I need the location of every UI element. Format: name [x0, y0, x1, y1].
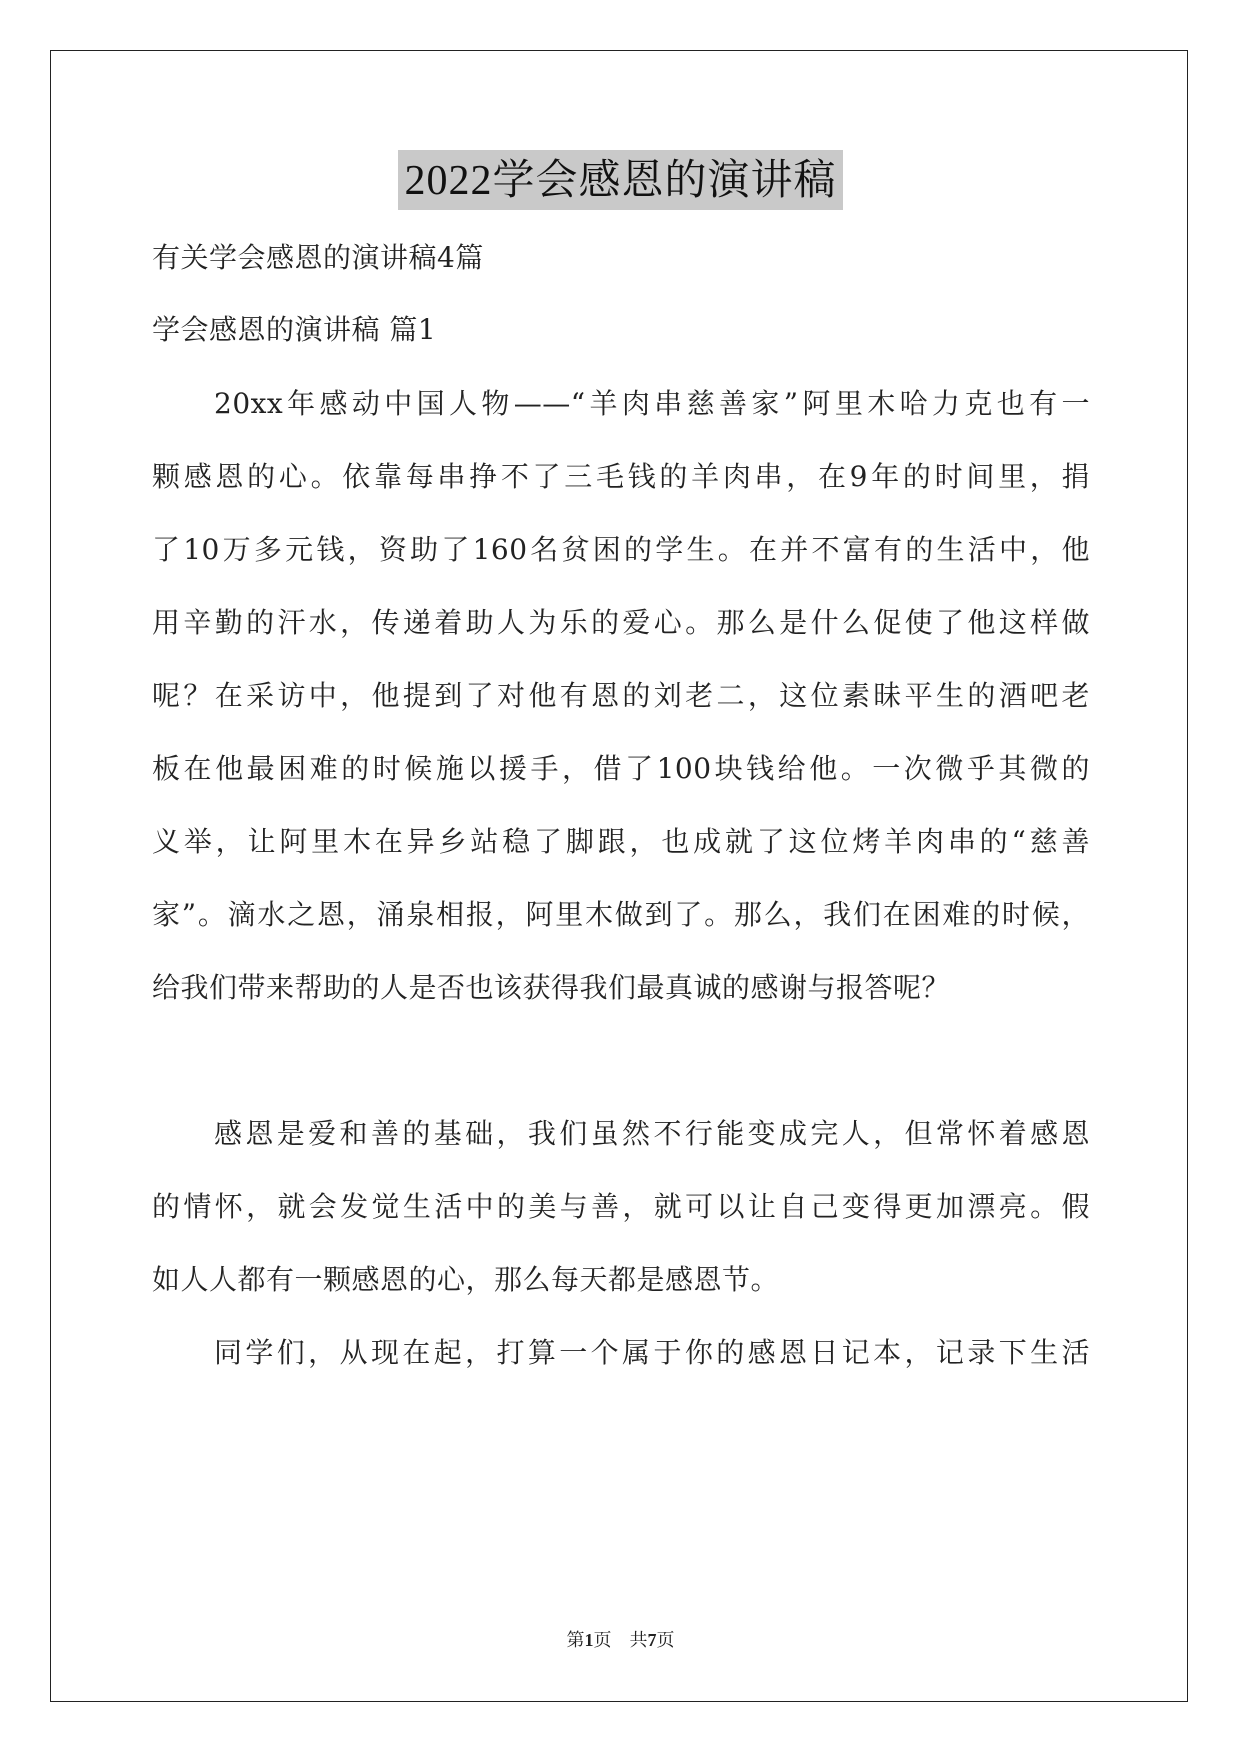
paragraph-line: 感恩是爱和善的基础，我们虽然不行能变成完人，但常怀着感恩	[214, 1117, 1090, 1150]
paragraph-line: 的情怀，就会发觉生活中的美与善，就可以让自己变得更加漂亮。假	[152, 1190, 1090, 1223]
paragraph-line: 了10万多元钱，资助了160名贫困的学生。在并不富有的生活中，他	[152, 533, 1090, 566]
paragraph-line: 20xx年感动中国人物——“羊肉串慈善家”阿里木哈力克也有一	[214, 387, 1090, 420]
footer-page-prefix: 第	[566, 1630, 585, 1650]
paragraph-line: 家”。滴水之恩，涌泉相报，阿里木做到了。那么，我们在困难的时候，	[152, 898, 1090, 931]
document-subtitle: 有关学会感恩的演讲稿4篇	[152, 241, 484, 274]
section-heading: 学会感恩的演讲稿 篇1	[152, 313, 437, 346]
footer-page-current: 1	[584, 1630, 594, 1650]
paragraph-line: 颗感恩的心。依靠每串挣不了三毛钱的羊肉串，在9年的时间里，捐	[152, 460, 1090, 493]
paragraph-line: 板在他最困难的时候施以援手，借了100块钱给他。一次微乎其微的	[152, 752, 1090, 785]
paragraph-line: 如人人都有一颗感恩的心，那么每天都是感恩节。	[152, 1263, 780, 1296]
paragraph-line: 给我们带来帮助的人是否也该获得我们最真诚的感谢与报答呢？	[152, 971, 951, 1004]
document-title: 2022学会感恩的演讲稿	[398, 150, 842, 210]
footer-page-total: 7	[647, 1630, 657, 1650]
footer-page-mid: 页 共	[593, 1630, 648, 1650]
page-footer	[0, 1626, 1241, 1652]
title-container	[0, 150, 1241, 210]
paragraph-line: 同学们，从现在起，打算一个属于你的感恩日记本，记录下生活	[214, 1336, 1090, 1369]
paragraph-line: 用辛勤的汗水，传递着助人为乐的爱心。那么是什么促使了他这样做	[152, 606, 1090, 639]
footer-page-suffix: 页	[656, 1630, 675, 1650]
paragraph-line: 义举，让阿里木在异乡站稳了脚跟，也成就了这位烤羊肉串的“慈善	[152, 825, 1090, 858]
page-border	[50, 50, 1188, 1702]
paragraph-line: 呢？在采访中，他提到了对他有恩的刘老二，这位素昧平生的酒吧老	[152, 679, 1090, 712]
